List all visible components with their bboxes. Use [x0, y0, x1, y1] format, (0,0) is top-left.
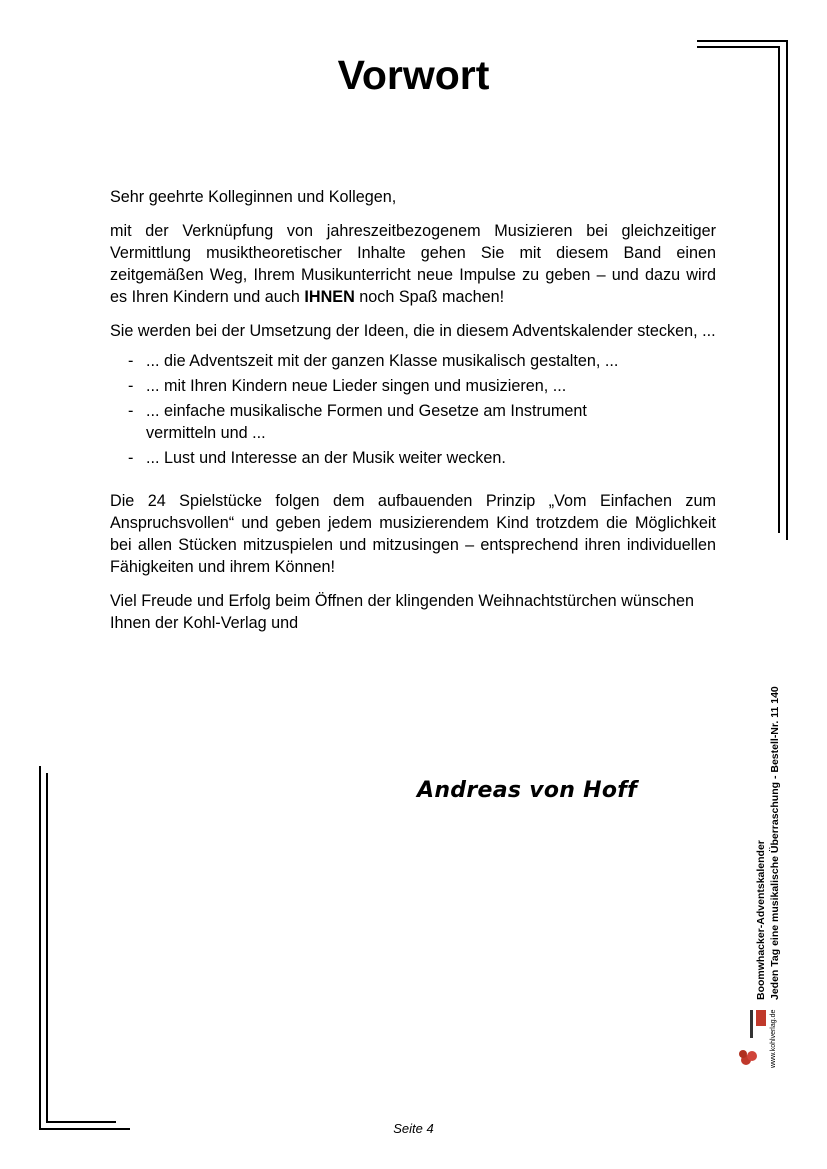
list-item — [110, 447, 716, 469]
list-item — [110, 350, 716, 372]
page-number: Seite 4 — [393, 1121, 434, 1136]
bullet-dash: - — [128, 449, 134, 467]
paragraph-1 — [110, 220, 716, 308]
paragraph-3: Die 24 Spielstücke folgen dem aufbauenden Prinzip „Vom Einfachen zum Anspruchsvollen“ und geben jedem musizierendem Kind trotzdem die Möglichkeit bei allen Stücken mitzuspielen und mitzusingen – entsprechend ihren individuellen Fähigkeiten und ihrem Können! — [110, 492, 716, 576]
logo-url: www.kohlverlag.de — [770, 1009, 777, 1068]
side-imprint — [754, 686, 827, 1000]
greeting: Sehr geehrte Kolleginnen und Kollegen, — [110, 188, 397, 206]
bullet-list — [110, 350, 716, 469]
list-item — [110, 375, 716, 397]
frame-top-right-outer-v — [786, 40, 788, 540]
paragraph-1-text-a: mit der Verknüpfung von jahreszeitbezogenem Musizieren bei gleichzeitiger Vermittlung musiktheoretischer Inhalte gehen Sie mit diesem Band einen zeitgemäßen Weg, Ihrem Musikunterricht neue Impulse zu geben – und dazu wird es Ihren Kindern und auch — [110, 222, 716, 306]
side-imprint-line-2: Jeden Tag eine musikalische Überraschung - Bestell-Nr. 11 140 — [769, 686, 781, 1000]
list-item-text: ... einfache musikalische Formen und Gesetze am Instrument vermitteln und ... — [146, 402, 587, 442]
list-item-text: ... mit Ihren Kindern neue Lieder singen und musizieren, ... — [146, 377, 567, 395]
kohl-logo-icon — [738, 1004, 770, 1070]
list-item — [110, 400, 716, 444]
paragraph-4: Viel Freude und Erfolg beim Öffnen der klingenden Weihnachtstürchen wünschen Ihnen der Kohl-Verlag und — [110, 592, 695, 632]
list-item-text: ... Lust und Interesse an der Musik weiter wecken. — [146, 449, 506, 467]
signature: Andreas von Hoff — [417, 778, 638, 803]
paragraph-1-emphasis: IHNEN — [304, 288, 355, 306]
frame-top-right-inner-v — [778, 46, 780, 533]
frame-top-right-inner-h — [697, 46, 780, 48]
bullet-dash: - — [128, 352, 134, 370]
frame-bottom-left-outer-v — [39, 766, 41, 1130]
paragraph-2: Sie werden bei der Umsetzung der Ideen, die in diesem Adventskalender stecken, ... — [110, 322, 716, 340]
paragraph-1-text-b: noch Spaß machen! — [354, 288, 505, 306]
bullet-dash: - — [128, 377, 134, 395]
page-title: Vorwort — [337, 52, 490, 98]
list-item-text: ... die Adventszeit mit der ganzen Klasse musikalisch gestalten, ... — [146, 352, 619, 370]
foreword-body — [110, 186, 716, 646]
frame-bottom-left-inner-v — [46, 773, 48, 1123]
side-imprint-line-1: Boomwhacker-Adventskalender — [755, 840, 767, 1000]
bullet-dash: - — [128, 402, 134, 420]
frame-top-right-outer-h — [697, 40, 788, 42]
